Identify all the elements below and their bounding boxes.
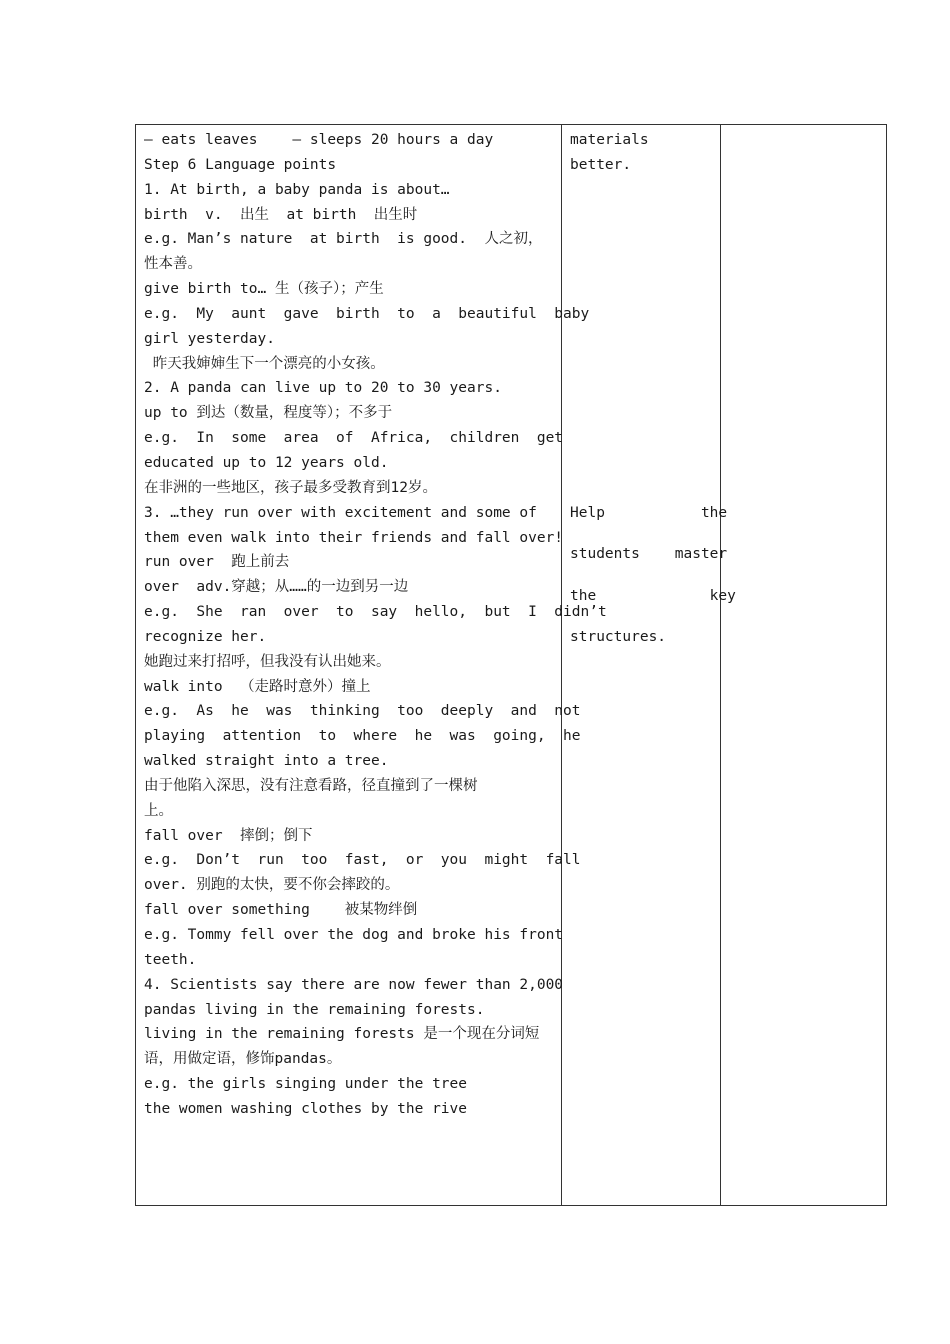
text-line: over. 别跑的太快，要不你会摔跤的。 xyxy=(144,877,400,894)
text-line: e.g. My aunt gave birth to a beautiful baby xyxy=(144,305,590,322)
text-line: give birth to… 生（孩子）；产生 xyxy=(144,281,384,298)
text-line: over adv.穿越；从……的一边到另一边 xyxy=(144,579,409,596)
text-line: e.g. the girls singing under the tree xyxy=(144,1076,468,1093)
aim-line: materials xyxy=(570,132,649,148)
text-line: Step 6 Language points xyxy=(144,156,337,173)
text-line: run over 跑上前去 xyxy=(144,554,290,571)
text-line: them even walk into their friends and fall over! xyxy=(144,529,564,546)
text-line: 她跑过来打招呼，但我没有认出她来。 xyxy=(144,653,391,670)
text-line: up to 到达（数量，程度等）；不多于 xyxy=(144,405,393,422)
help-line: students master xyxy=(570,546,728,563)
text-line: 1. At birth, a baby panda is about… xyxy=(144,181,450,198)
text-line: girl yesterday. xyxy=(144,330,275,347)
lesson-table xyxy=(135,124,887,1206)
text-line: walked straight into a tree. xyxy=(144,753,389,770)
text-line: fall over 摔倒；倒下 xyxy=(144,827,313,844)
text-line: fall over something 被某物绊倒 xyxy=(144,902,418,919)
text-line: birth v. 出生 at birth 出生时 xyxy=(144,206,418,223)
text-line: 3. …they run over with excitement and some of xyxy=(144,504,537,521)
text-line: 由于他陷入深思，没有注意看路，径直撞到了一棵树 xyxy=(144,777,478,794)
text-line: the women washing clothes by the rive xyxy=(144,1100,468,1117)
text-line: 上。 xyxy=(144,802,173,819)
text-line: e.g. As he was thinking too deeply and not xyxy=(144,703,581,720)
text-line: e.g. Man’s nature at birth is good. 人之初， xyxy=(144,231,543,248)
text-line: teeth. xyxy=(144,951,197,968)
text-line: playing attention to where he was going, he xyxy=(144,728,581,745)
help-line: the key xyxy=(570,587,736,604)
text-line: 4. Scientists say there are now fewer than 2,000 xyxy=(144,976,564,993)
aim-column xyxy=(562,125,736,1205)
help-line: Help the xyxy=(570,505,728,521)
text-line: — eats leaves — sleeps 20 hours a day xyxy=(144,132,494,148)
text-line: e.g. She ran over to say hello, but I didn’t xyxy=(144,604,607,621)
text-line: 语，用做定语，修饰pandas。 xyxy=(144,1051,342,1068)
text-line: living in the remaining forests 是一个现在分词短 xyxy=(144,1026,540,1043)
help-text xyxy=(570,501,736,666)
aim-text xyxy=(562,125,720,178)
text-line: educated up to 12 years old. xyxy=(144,454,389,471)
help-line: structures. xyxy=(570,628,667,645)
text-line: 在非洲的一些地区，孩子最多受教育到12岁。 xyxy=(144,479,437,496)
text-line: 性本善。 xyxy=(144,256,202,273)
text-line: 昨天我婶婶生下一个漂亮的小女孩。 xyxy=(144,355,385,372)
text-line: recognize her. xyxy=(144,628,267,645)
text-line: walk into （走路时意外）撞上 xyxy=(144,678,371,695)
text-line: e.g. In some area of Africa, children get xyxy=(144,430,564,447)
text-line: 2. A panda can live up to 20 to 30 years. xyxy=(144,380,502,397)
aim-line: better. xyxy=(570,156,632,173)
text-line: e.g. Tommy fell over the dog and broke his front xyxy=(144,927,564,943)
text-line: pandas living in the remaining forests. xyxy=(144,1001,485,1018)
notes-column xyxy=(721,125,886,1205)
text-line: e.g. Don’t run too fast, or you might fall xyxy=(144,852,581,869)
